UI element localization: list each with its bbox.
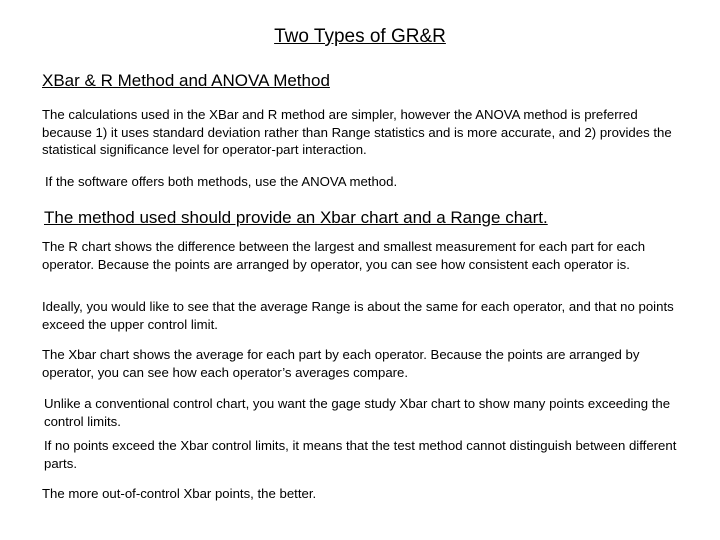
- paragraph-xbar-chart: The Xbar chart shows the average for each part by each operator. Because the points are arranged by operator, you can see how each operator’s averages compare.: [42, 347, 640, 380]
- paragraph-r-chart: The R chart shows the difference between the largest and smallest measurement for each part for each operator. Because the points are arranged by operator, you can see how consistent each operator is.: [42, 239, 646, 272]
- paragraph-software-advice: If the software offers both methods, use the ANOVA method.: [45, 174, 398, 189]
- section-heading-methods: XBar & R Method and ANOVA Method: [42, 71, 330, 90]
- paragraph-average-range: Ideally, you would like to see that the average Range is about the same for each operator, and that no points exceed the upper control limit.: [42, 299, 674, 332]
- paragraph-calculations: The calculations used in the XBar and R method are simpler, however the ANOVA method is preferred because 1) it uses standard deviation rather than Range statistics and is more accurate, and 2) provides the statistical significance level for operator-part interaction.: [42, 107, 672, 157]
- paragraph-no-points-exceed: If no points exceed the Xbar control limits, it means that the test method cannot distinguish between different parts.: [44, 438, 677, 471]
- section-heading-charts: The method used should provide an Xbar chart and a Range chart.: [44, 208, 548, 227]
- paragraph-control-limits: Unlike a conventional control chart, you want the gage study Xbar chart to show many points exceeding the control limits.: [44, 396, 671, 429]
- page-title: Two Types of GR&R: [274, 26, 446, 47]
- paragraph-conclusion: The more out-of-control Xbar points, the better.: [42, 486, 317, 501]
